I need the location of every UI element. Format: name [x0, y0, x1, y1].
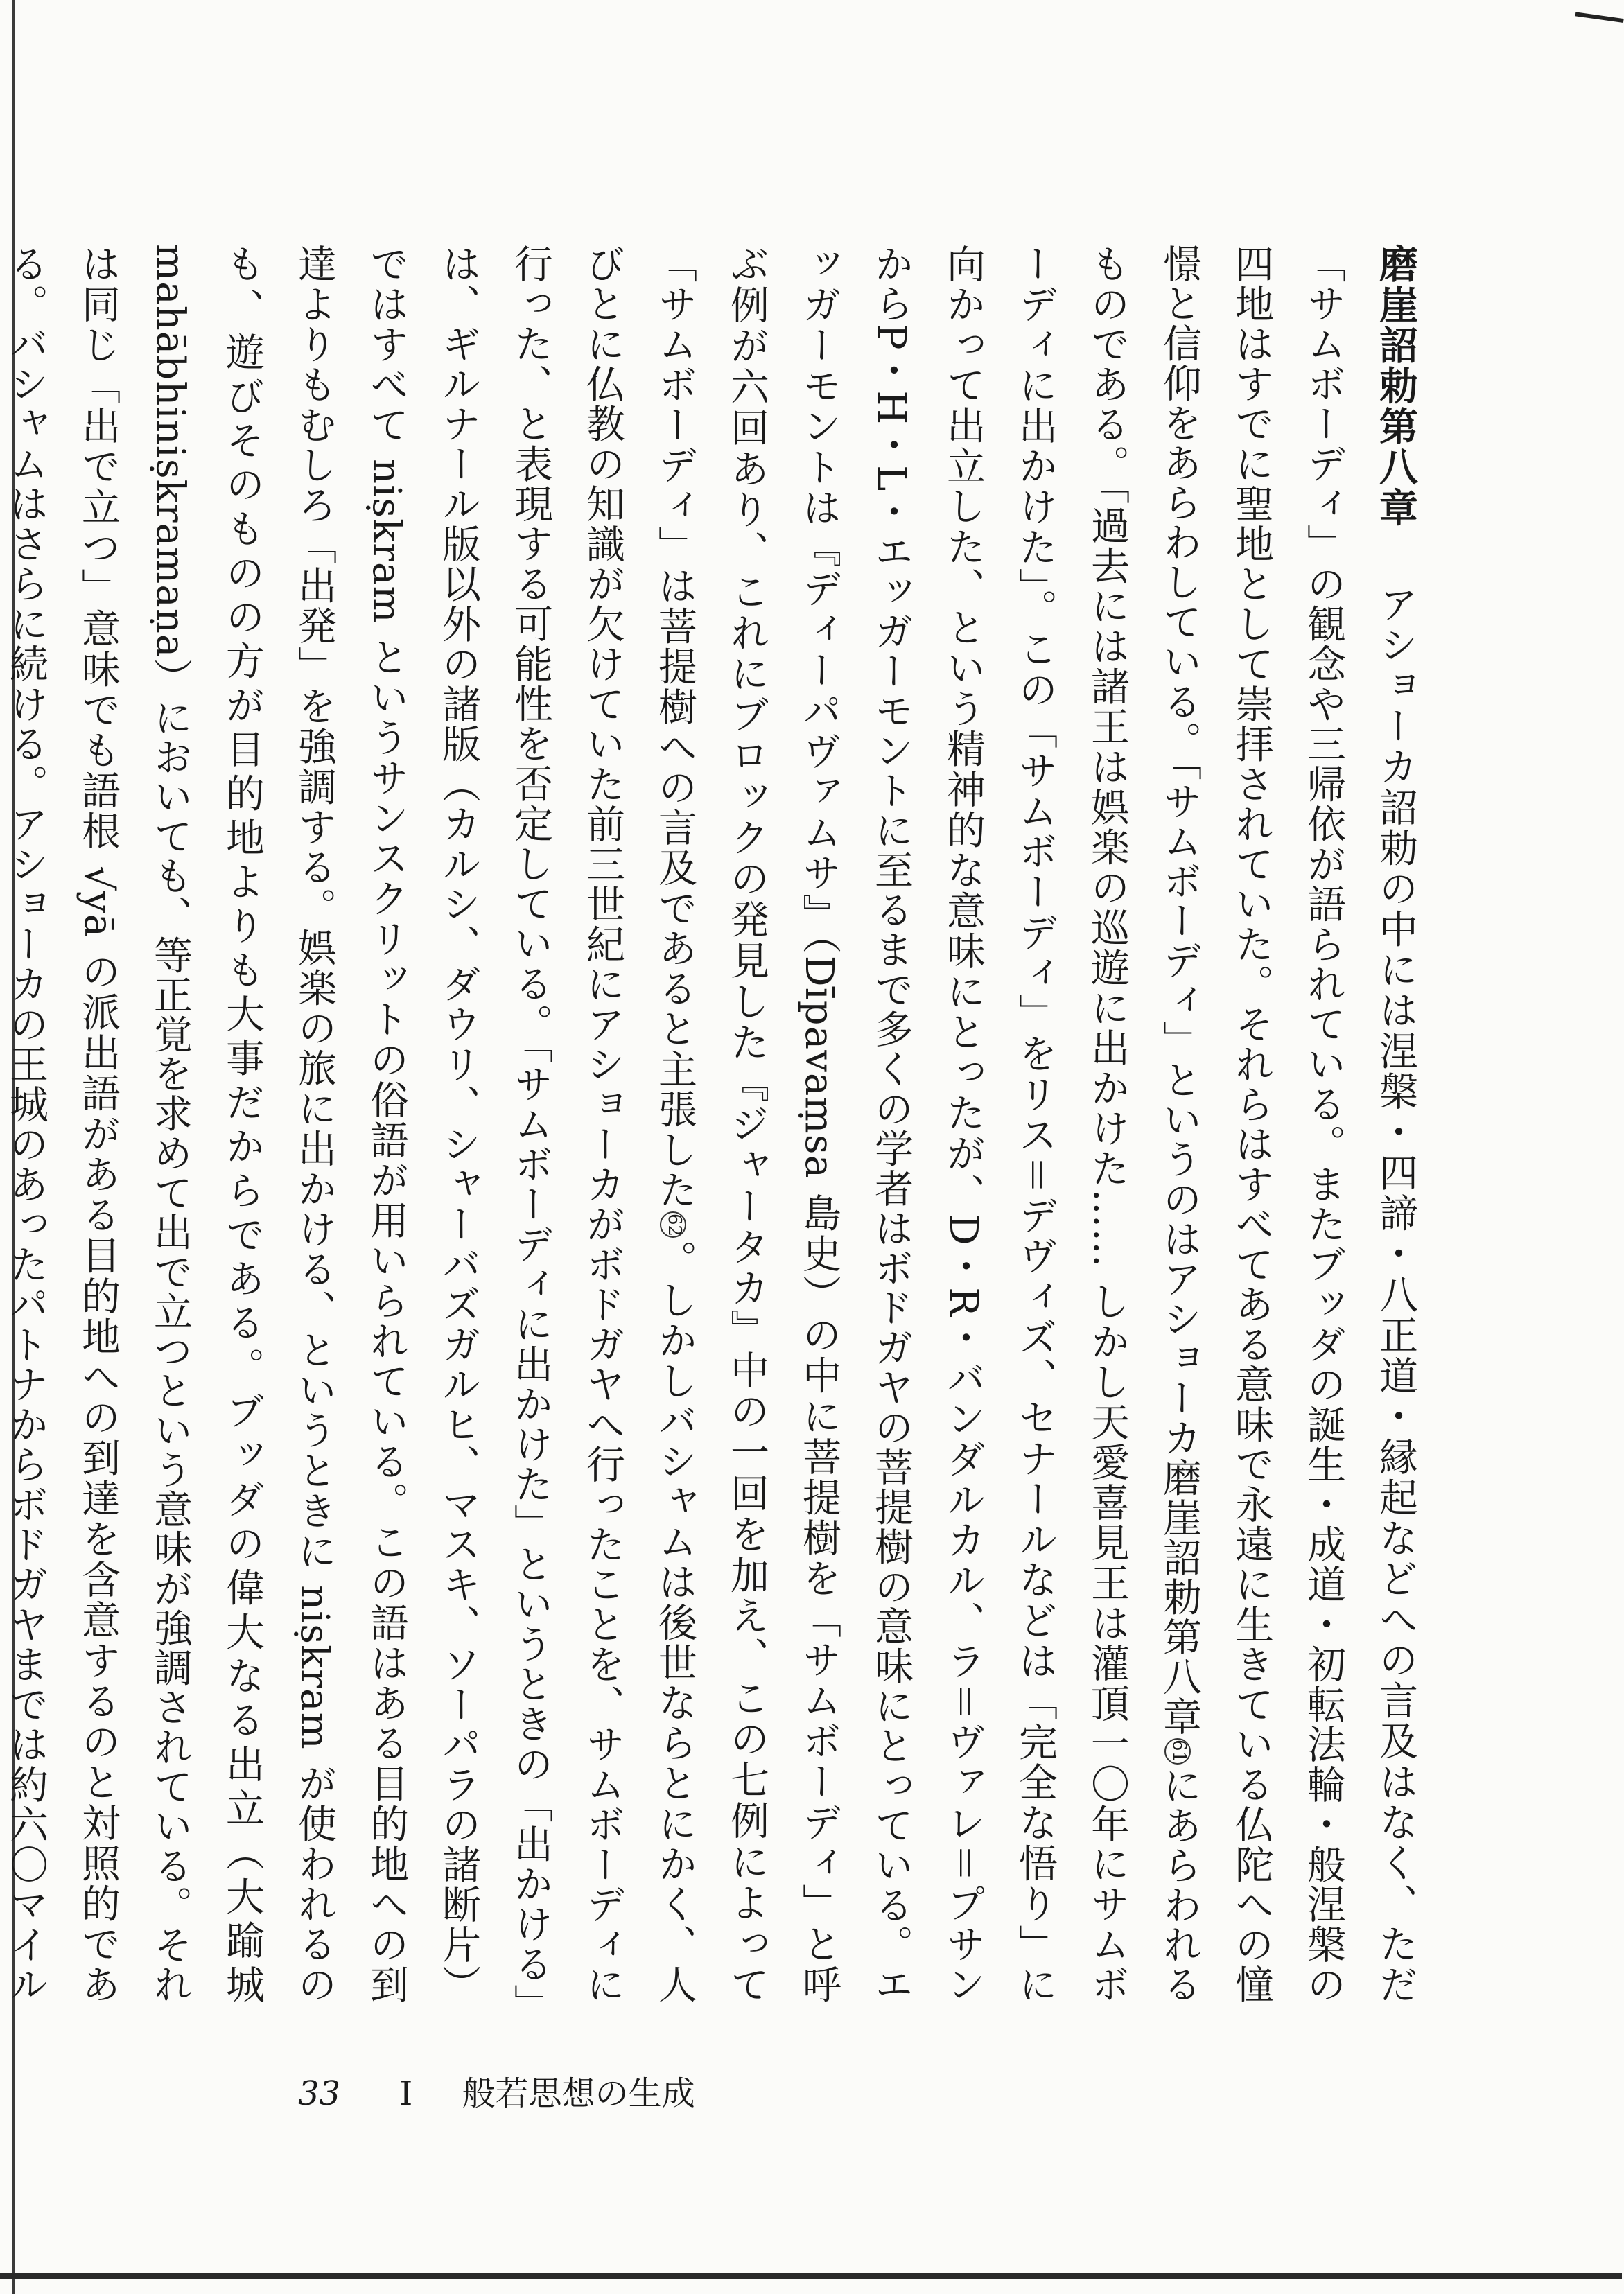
page-number: 33	[298, 2074, 341, 2113]
section-heading: 磨崖詔勅第八章	[1373, 244, 1418, 529]
footnote-ref: 62	[660, 1211, 686, 1238]
text-segment: にあらわれるものである。「過去には諸王は娯楽の巡遊に出かけた…… しかし天愛喜見王は灌頂一〇年にサムボーディに出かけた」。この「サムボーディ」をリス＝デヴィズ、セナールなどは「完全な悟り」に向かって出立した、という精神的な意味にとったが、D・R・バンダルカル、ラ＝ヴァレ＝プサンからP・H・L・エッガーモントに至るまで多くの学者はボドガヤの菩提樹の意味にとっている。エッガーモントは『ディーパヴァムサ』（Dīpavaṃsa 島史）の中に菩提樹を「サムボーディ」と呼ぶ例が六回あり、これにブロックの発見した『ジャータカ』中の一回を加え、この七例によって「サムボーディ」は菩提樹への言及であると主張した	[652, 244, 1202, 2004]
body-text	[3, 244, 1431, 2005]
footnote-ref: 61	[1164, 1738, 1191, 1765]
page-footer	[298, 2067, 695, 2114]
scan-edge-bottom	[0, 2273, 1622, 2279]
section-title: 般若思想の生成	[462, 2074, 695, 2113]
text-segment: アショーカ詔勅の中には涅槃・四諦・八正道・縁起などへの言及はなく、ただ「サムボーディ」の観念や三帰依が語られている。またブッダの誕生・成道・初転法輪・般涅槃の四地はすでに聖地として崇拝されていた。それらはすべてある意味で永遠に生きている仏陀への憧憬と信仰をあらわしている。「サムボーディ」というのはアショーカ磨崖詔勅第八章	[1157, 244, 1418, 2005]
text-segment: 。しかしバシャムは後世ならとにかく、人びとに仏教の知識が欠けていた前三世紀にアショーカがボドガヤへ行ったことを、サムボーディに行った、と表現する可能性を否定している。「サムボーディに出かけた」というときの「出かける」は、ギルナール版以外の諸版（カルシ、ダウリ、シャーバズガルヒ、マスキ、ソーパラの諸断片）ではすべて niṣkram というサンスクリットの俗語が用いられている。この語はある目的地への到達よりもむしろ「出発」を強調する。娯楽の旅に出かける、というときに niṣkram が使われるのも、遊びそのものの方が目的地よりも大事だからである。ブッダの偉大なる出立（大踰城 mahābhiniṣkramaṇa）においても、等正覚を求めて出で立つという意味が強調されている。それは同じ「出で立つ」意味でも語根 √yā の派出語がある目的地への到達を含意するのと対照的である。バシャムはさらに続ける。アショーカの王城のあったパトナからボドガヤまでは約六〇マイル	[3, 244, 697, 2004]
paragraph	[0, 244, 1431, 2004]
scan-corner-mark	[1571, 12, 1623, 49]
section-number: I	[399, 2074, 413, 2113]
